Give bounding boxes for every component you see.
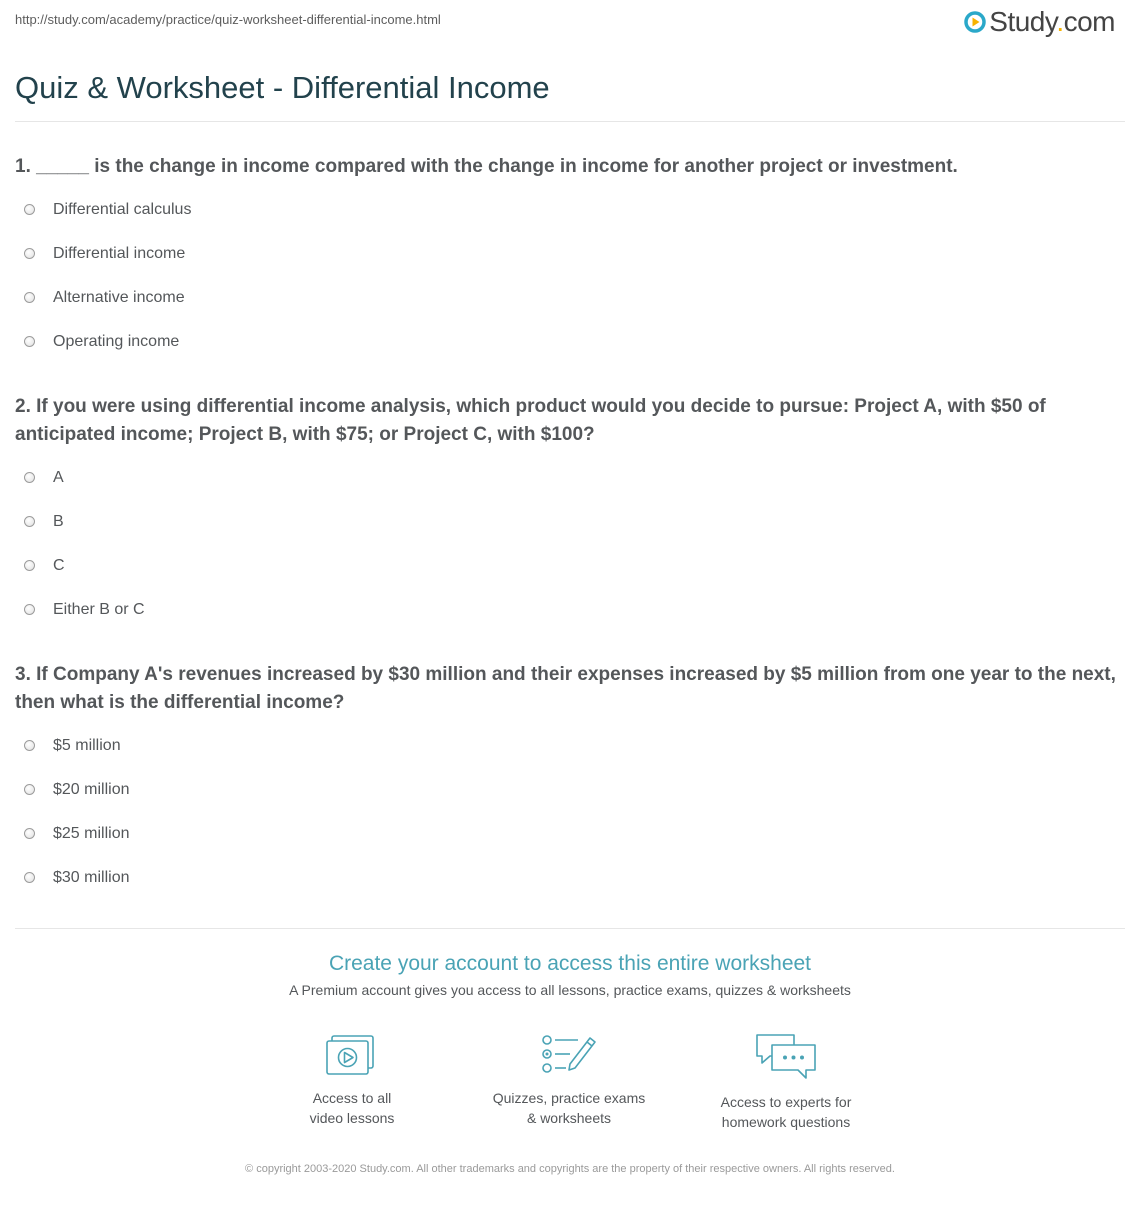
answer-option[interactable]: Differential income [15,232,1127,276]
study-logo[interactable] [964,8,1115,36]
answer-option[interactable]: Either B or C [15,588,1127,632]
question-1 [15,153,1127,364]
radio-button-icon[interactable] [24,740,35,751]
feature-quizzes [469,1032,669,1128]
question-2 [15,393,1127,632]
answer-option[interactable]: A [15,456,1127,500]
answer-options [15,188,1127,364]
answer-option[interactable]: B [15,500,1127,544]
answer-option[interactable]: Differential calculus [15,188,1127,232]
feature-label: Access to all video lessons [309,1090,395,1126]
radio-button-icon[interactable] [24,292,35,303]
logo-text: Study.com [989,6,1115,37]
quiz-checklist-icon [540,1032,598,1078]
question-text: 3. If Company A's revenues increased by $30 million and their expenses increased by $5 million from one year to the next, then what is the differential income? [15,664,1116,713]
title-divider [15,121,1125,122]
radio-button-icon[interactable] [24,472,35,483]
answer-option[interactable]: Operating income [15,320,1127,364]
feature-label: Access to experts for homework questions [720,1094,852,1130]
radio-button-icon[interactable] [24,784,35,795]
copyright-footer: © copyright 2003-2020 Study.com. All other trademarks and copyrights are the property of their respective owners. All rights reserved. [245,1163,895,1175]
question-text: 2. If you were using differential income analysis, which product would you decide to pursue: Project A, with $50 of anticipated income; Project B, with $75; or Project C, with $100? [15,396,1046,445]
chat-bubbles-icon [754,1032,818,1082]
question-3 [15,661,1127,900]
video-lessons-icon [325,1032,379,1078]
feature-experts [686,1032,886,1132]
radio-button-icon[interactable] [24,604,35,615]
answer-options [15,456,1127,632]
radio-button-icon[interactable] [24,516,35,527]
answer-option[interactable]: $25 million [15,812,1127,856]
answer-option[interactable]: $20 million [15,768,1127,812]
question-text: 1. _____ is the change in income compared with the change in income for another project or investment. [15,156,958,177]
promo-subtitle: A Premium account gives you access to all lessons, practice exams, quizzes & worksheets [289,982,851,998]
radio-button-icon[interactable] [24,204,35,215]
radio-button-icon[interactable] [24,336,35,347]
answer-option[interactable]: C [15,544,1127,588]
answer-option[interactable]: $5 million [15,724,1127,768]
radio-button-icon[interactable] [24,828,35,839]
page-url: http://study.com/academy/practice/quiz-worksheet-differential-income.html [15,12,441,27]
promo-title-link[interactable]: Create your account to access this entire worksheet [328,952,812,975]
answer-option[interactable]: $30 million [15,856,1127,900]
radio-button-icon[interactable] [24,248,35,259]
radio-button-icon[interactable] [24,560,35,571]
feature-video-lessons [252,1032,452,1128]
play-circle-icon [964,11,986,33]
answer-option[interactable]: Alternative income [15,276,1127,320]
answer-options [15,724,1127,900]
page-title: Quiz & Worksheet - Differential Income [15,70,550,105]
promo-divider [15,928,1125,929]
feature-label: Quizzes, practice exams & worksheets [492,1090,646,1126]
radio-button-icon[interactable] [24,872,35,883]
